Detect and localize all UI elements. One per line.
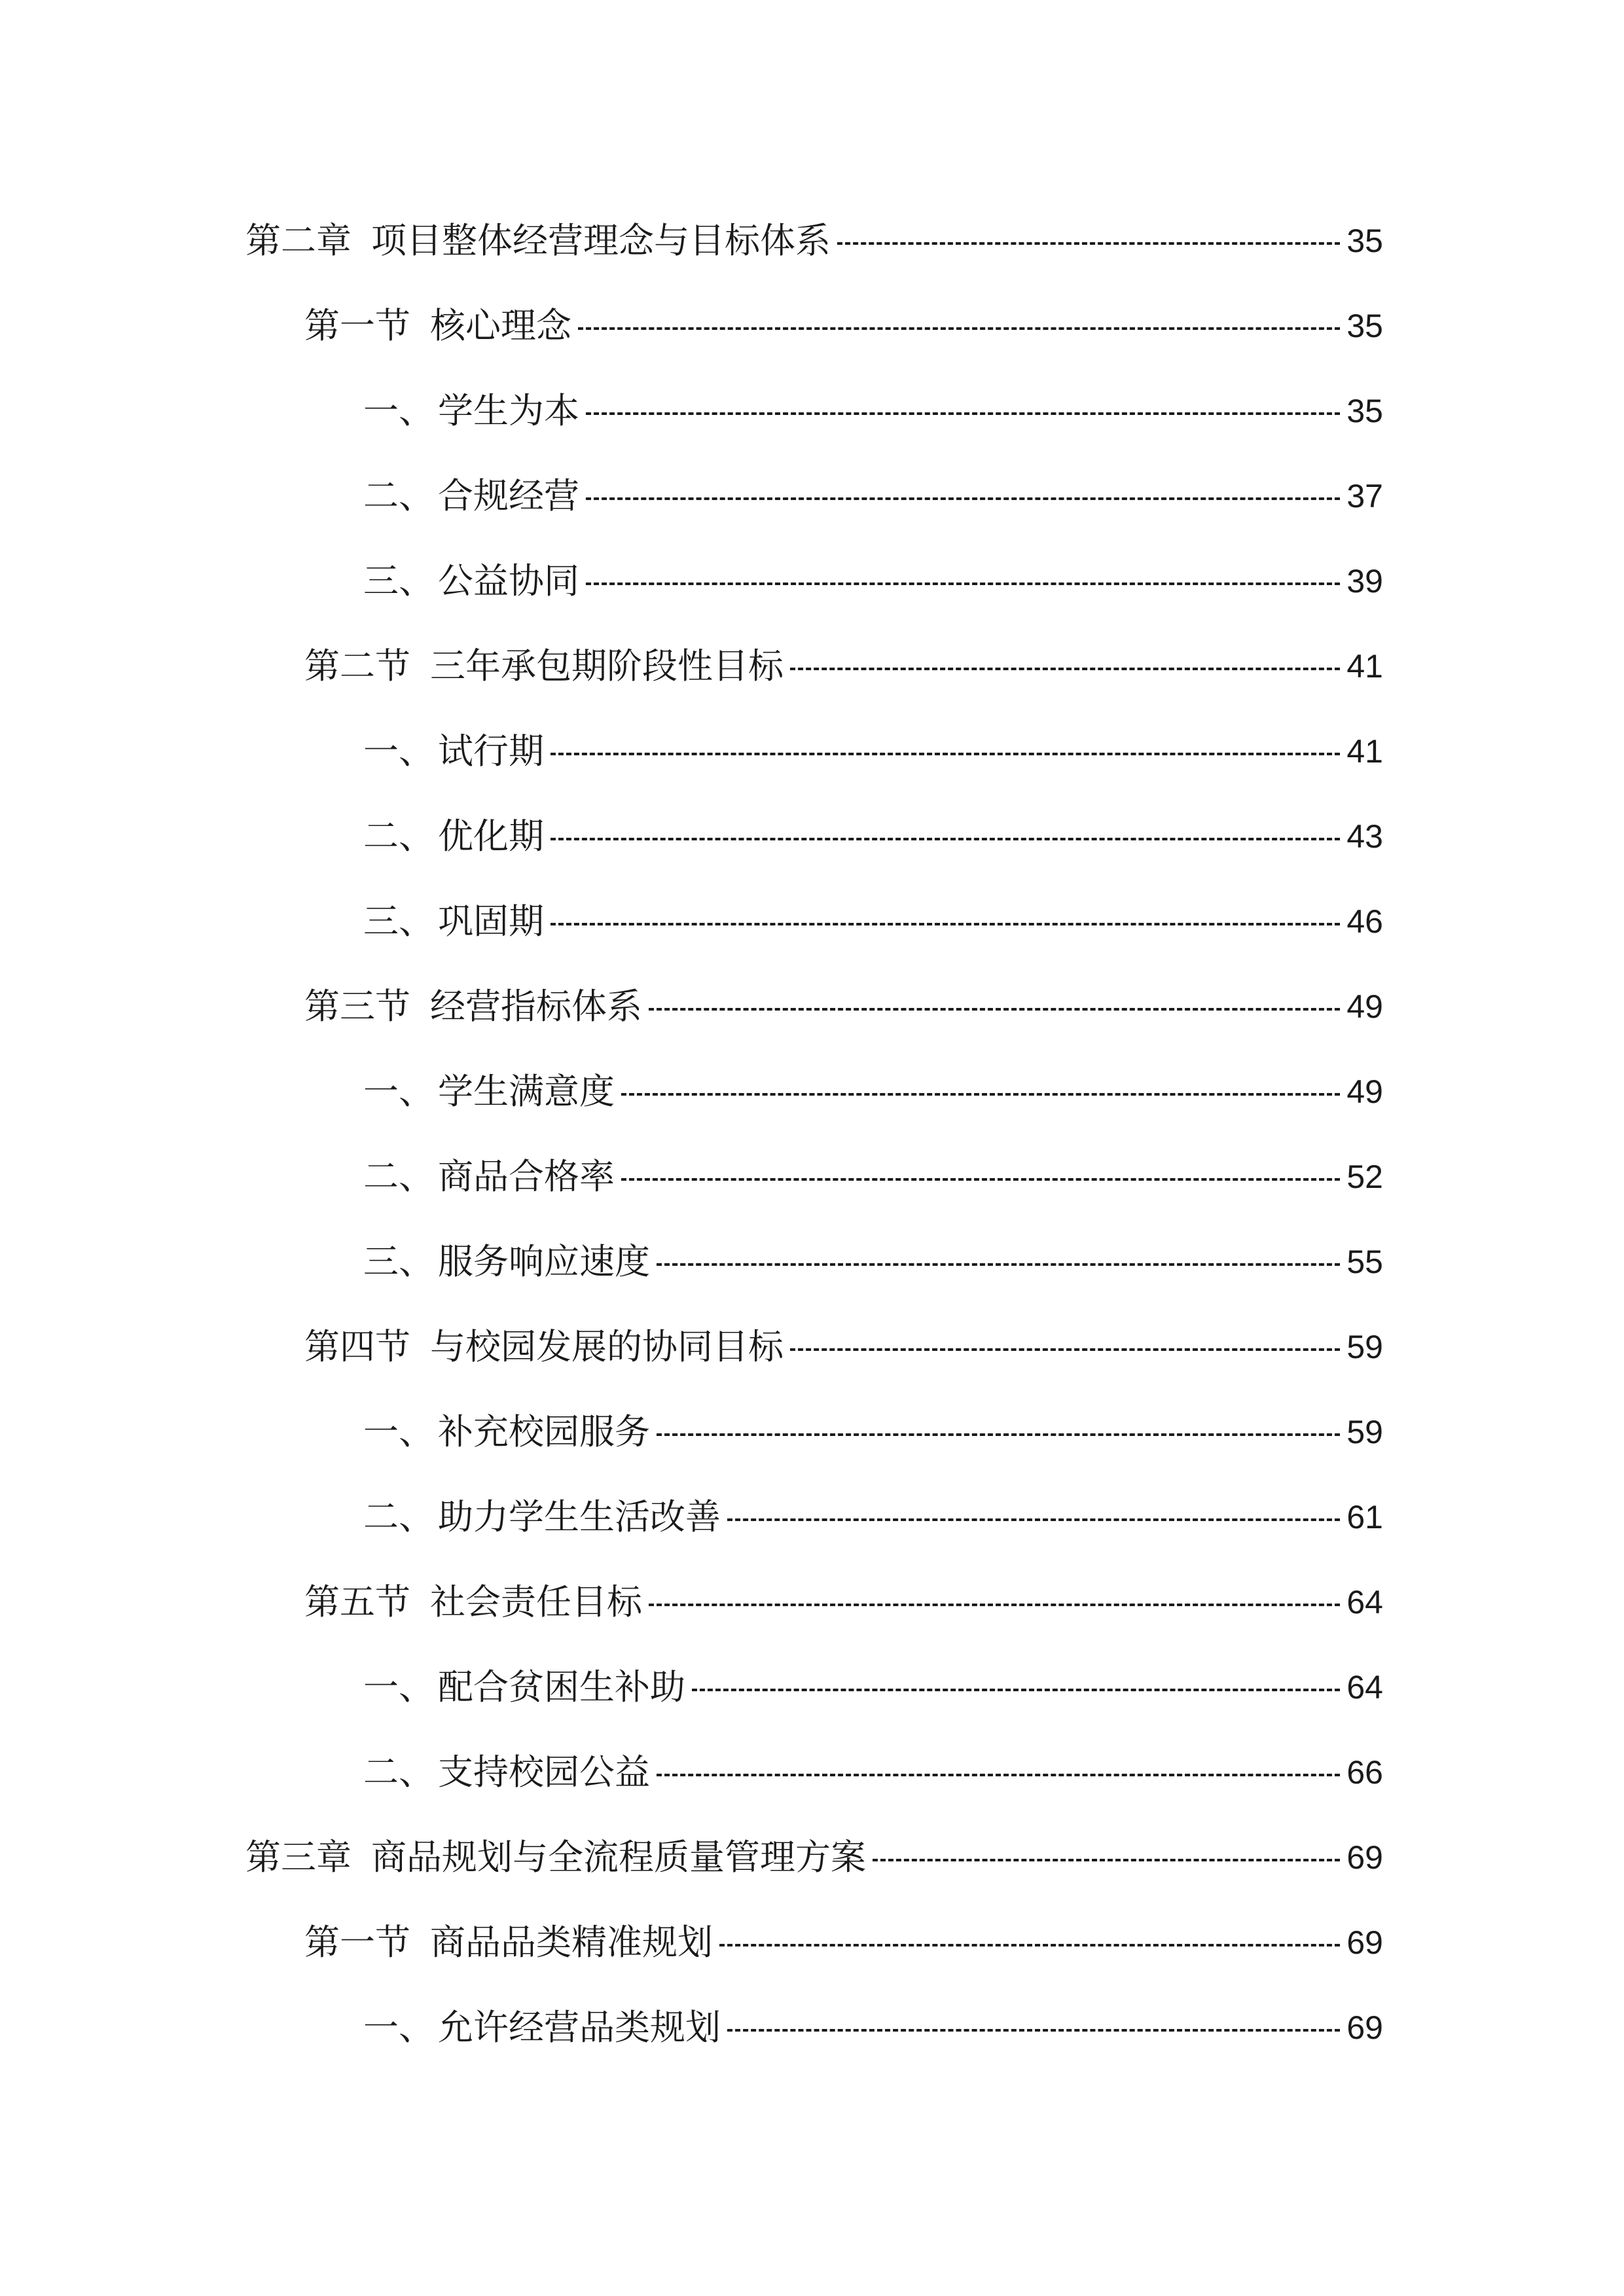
- toc-entry[interactable]: [245, 215, 1383, 267]
- dot-leader: [586, 497, 1340, 500]
- dot-leader: [578, 327, 1340, 330]
- entry-page-number: 46: [1346, 903, 1383, 940]
- entry-number: 三、: [363, 901, 434, 942]
- entry-number: 一、: [363, 730, 434, 772]
- dot-leader: [550, 923, 1340, 925]
- entry-title: 试行期: [438, 730, 544, 772]
- dot-leader: [621, 1093, 1340, 1096]
- dot-leader: [719, 1944, 1340, 1946]
- entry-title: 配合贫困生补助: [438, 1666, 685, 1708]
- entry-page-number: 59: [1346, 1414, 1383, 1450]
- entry-page-number: 37: [1346, 478, 1383, 514]
- entry-number: 二、: [363, 1496, 434, 1537]
- dot-leader: [649, 1008, 1340, 1011]
- dot-leader: [657, 1263, 1340, 1266]
- toc-entry[interactable]: [363, 470, 1383, 522]
- entry-page-number: 35: [1346, 393, 1383, 429]
- entry-title: 允许经营品类规划: [438, 2007, 721, 2048]
- entry-page-number: 59: [1346, 1329, 1383, 1365]
- entry-title: 商品规划与全流程质量管理方案: [371, 1837, 866, 1878]
- entry-page-number: 64: [1346, 1669, 1383, 1706]
- entry-number: 第四节: [304, 1326, 410, 1367]
- entry-title: 助力学生生活改善: [438, 1496, 721, 1537]
- toc-entry[interactable]: [304, 300, 1383, 352]
- entry-page-number: 66: [1346, 1754, 1383, 1791]
- entry-page-number: 61: [1346, 1499, 1383, 1535]
- entry-title: 补充校园服务: [438, 1411, 650, 1452]
- dot-leader: [621, 1178, 1340, 1181]
- dot-leader: [550, 753, 1340, 755]
- toc-entry[interactable]: [304, 980, 1383, 1033]
- toc-entry[interactable]: [304, 1321, 1383, 1373]
- toc-entry[interactable]: [304, 1576, 1383, 1628]
- dot-leader: [790, 668, 1340, 670]
- entry-page-number: 49: [1346, 988, 1383, 1025]
- entry-number: 第三节: [304, 986, 410, 1027]
- toc-entry[interactable]: [363, 895, 1383, 948]
- entry-page-number: 64: [1346, 1584, 1383, 1621]
- entry-number: 二、: [363, 1156, 434, 1197]
- entry-title: 三年承包期阶段性目标: [430, 645, 784, 687]
- dot-leader: [727, 1518, 1340, 1521]
- toc-entry[interactable]: [363, 2001, 1383, 2054]
- entry-page-number: 69: [1346, 2009, 1383, 2046]
- toc-entry[interactable]: [363, 555, 1383, 607]
- entry-number: 一、: [363, 1666, 434, 1708]
- entry-page-number: 41: [1346, 733, 1383, 770]
- entry-title: 巩固期: [438, 901, 544, 942]
- entry-title: 优化期: [438, 816, 544, 857]
- entry-page-number: 69: [1346, 1839, 1383, 1876]
- toc-entry[interactable]: [363, 1491, 1383, 1543]
- entry-title: 公益协同: [438, 560, 579, 601]
- entry-page-number: 35: [1346, 308, 1383, 344]
- toc-entry[interactable]: [363, 1151, 1383, 1203]
- entry-title: 学生为本: [438, 390, 579, 431]
- entry-title: 学生满意度: [438, 1071, 615, 1112]
- dot-leader: [550, 838, 1340, 840]
- entry-number: 一、: [363, 1411, 434, 1452]
- toc-entry[interactable]: [363, 1746, 1383, 1799]
- dot-leader: [586, 412, 1340, 415]
- entry-page-number: 35: [1346, 223, 1383, 259]
- toc-entry[interactable]: [363, 1066, 1383, 1118]
- entry-page-number: 52: [1346, 1158, 1383, 1195]
- dot-leader: [727, 2029, 1340, 2032]
- entry-title: 商品合格率: [438, 1156, 615, 1197]
- entry-number: 一、: [363, 2007, 434, 2048]
- dot-leader: [692, 1689, 1340, 1691]
- entry-number: 三、: [363, 1241, 434, 1282]
- entry-title: 经营指标体系: [430, 986, 642, 1027]
- entry-page-number: 41: [1346, 648, 1383, 685]
- entry-page-number: 43: [1346, 818, 1383, 855]
- dot-leader: [586, 583, 1340, 585]
- entry-title: 核心理念: [430, 305, 571, 346]
- entry-number: 第二章: [245, 220, 352, 261]
- entry-number: 第一节: [304, 1922, 410, 1963]
- entry-title: 服务响应速度: [438, 1241, 650, 1282]
- toc-entry[interactable]: [363, 1406, 1383, 1458]
- entry-number: 第二节: [304, 645, 410, 687]
- toc-entry[interactable]: [363, 1661, 1383, 1713]
- toc-entry[interactable]: [363, 1236, 1383, 1288]
- toc-entry[interactable]: [363, 810, 1383, 863]
- entry-number: 三、: [363, 560, 434, 601]
- entry-page-number: 39: [1346, 563, 1383, 600]
- dot-leader: [873, 1859, 1340, 1861]
- dot-leader: [657, 1774, 1340, 1776]
- entry-number: 第五节: [304, 1581, 410, 1623]
- entry-number: 一、: [363, 390, 434, 431]
- dot-leader: [649, 1604, 1340, 1606]
- entry-page-number: 55: [1346, 1244, 1383, 1280]
- entry-number: 二、: [363, 1751, 434, 1793]
- dot-leader: [837, 242, 1340, 245]
- entry-title: 支持校园公益: [438, 1751, 650, 1793]
- toc-entry[interactable]: [363, 725, 1383, 778]
- entry-number: 一、: [363, 1071, 434, 1112]
- entry-page-number: 49: [1346, 1073, 1383, 1110]
- entry-title: 合规经营: [438, 475, 579, 516]
- entry-title: 项目整体经营理念与目标体系: [371, 220, 831, 261]
- entry-title: 社会责任目标: [430, 1581, 642, 1623]
- toc-entry[interactable]: [245, 1831, 1383, 1884]
- dot-leader: [790, 1348, 1340, 1351]
- entry-page-number: 69: [1346, 1924, 1383, 1961]
- toc-entry[interactable]: [304, 1916, 1383, 1969]
- toc-entry[interactable]: [304, 640, 1383, 692]
- dot-leader: [657, 1433, 1340, 1436]
- entry-number: 二、: [363, 816, 434, 857]
- entry-title: 商品品类精准规划: [430, 1922, 713, 1963]
- entry-title: 与校园发展的协同目标: [430, 1326, 784, 1367]
- entry-number: 二、: [363, 475, 434, 516]
- toc-entry[interactable]: [363, 385, 1383, 437]
- entry-number: 第三章: [245, 1837, 352, 1878]
- entry-number: 第一节: [304, 305, 410, 346]
